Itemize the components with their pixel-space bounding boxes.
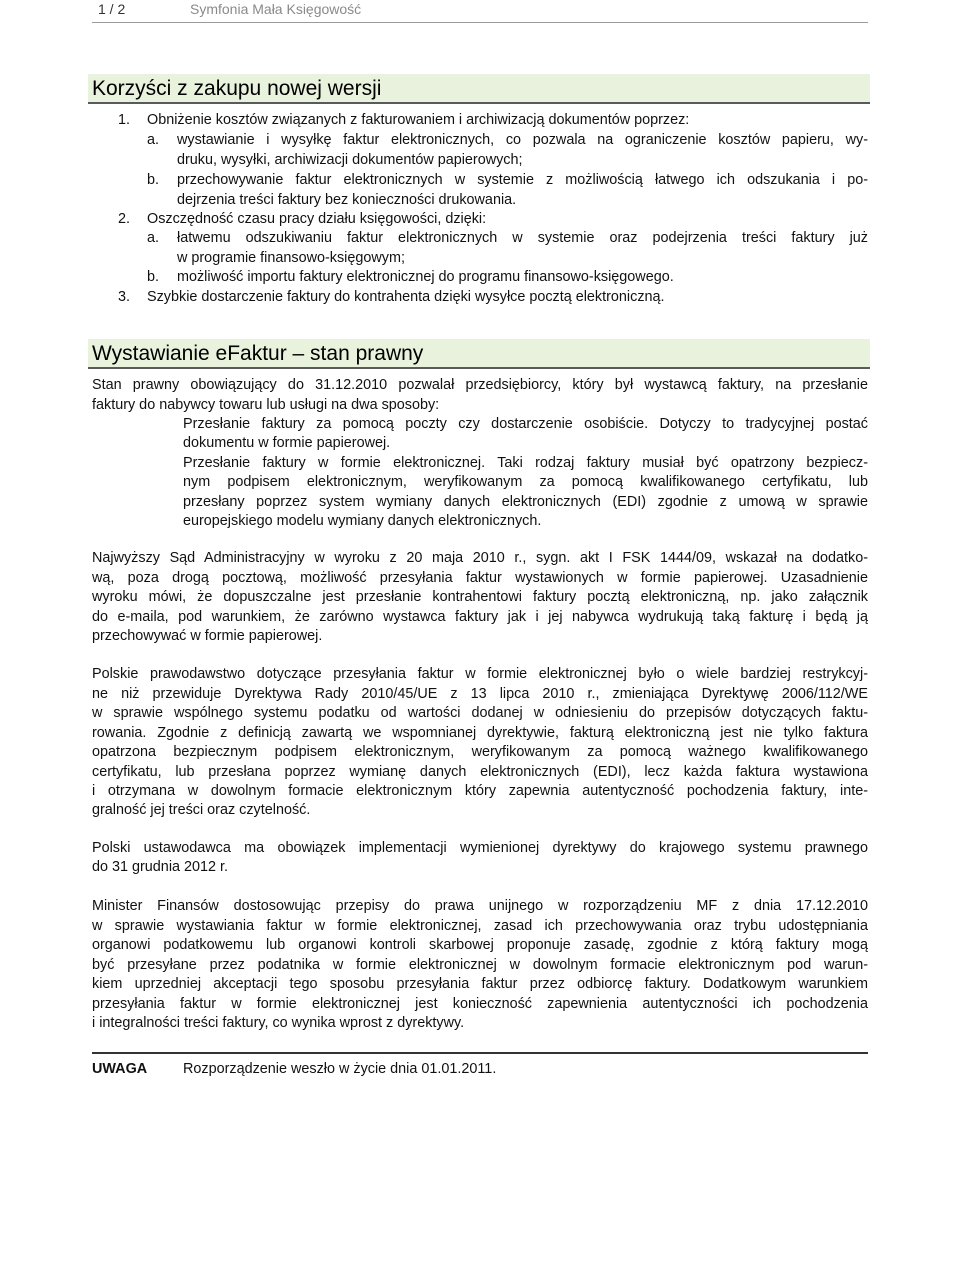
paragraph-line: Polski ustawodawca ma obowiązek implementacji wymienionej dyrektywy do krajowego systemu prawnego	[92, 840, 868, 856]
note-text: Rozporządzenie weszło w życie dnia 01.01.2011.	[183, 1061, 497, 1077]
note-divider	[92, 1052, 868, 1054]
paragraph-line: wyroku mówi, że dopuszczalne jest przesłanie kontrahentowi faktury pocztą elektroniczną, np. jako załącznik	[92, 589, 868, 605]
option-line: przesłany poprzez system wymiany danych elektronicznych (EDI) zgodnie z umową w sprawie	[183, 494, 868, 510]
paragraph-line: w sprawie wspólnego systemu podatku od wartości dodanej w odniesieniu do przepisów dotyczących faktu-	[92, 705, 868, 721]
sublist-letter: a.	[147, 230, 160, 246]
page-header	[92, 0, 868, 23]
paragraph-line: do 31 grudnia 2012 r.	[92, 859, 229, 875]
sublist-line: łatwemu odszukiwaniu faktur elektronicznych w systemie oraz podejrzenia treści faktury już	[177, 230, 868, 246]
paragraph-line: wą, poza drogą pocztową, możliwość przesyłania faktur wystawionych w formie papierowej. Uzasadnienie	[92, 570, 868, 586]
option-line: europejskiego modelu wymiany danych elektronicznych.	[183, 513, 542, 529]
sublist-letter: b.	[147, 269, 160, 285]
sublist-line: przechowywanie faktur elektronicznych w systemie z możliwością łatwego ich odszukania i po-	[177, 172, 868, 188]
paragraph-line: Najwyższy Sąd Administracyjny w wyroku z 20 maja 2010 r., sygn. akt I FSK 1444/09, wskazał na dodatko-	[92, 550, 868, 566]
paragraph-line: Minister Finansów dostosowując przepisy do prawa unijnego w rozporządzeniu MF z dnia 17.12.2010	[92, 898, 868, 914]
sublist-line: możliwość importu faktury elektronicznej do programu finansowo-księgowego.	[177, 269, 674, 285]
page-number: 1 / 2	[98, 1, 126, 17]
paragraph-line: do e-maila, pod warunkiem, że zarówno wystawca faktury jak i jej nabywca wydrukują taką fakturę i będą ją	[92, 609, 868, 625]
sublist-line: w programie finansowo-księgowym;	[177, 250, 405, 266]
list-item-text: Szybkie dostarczenie faktury do kontrahenta dzięki wysyłce pocztą elektroniczną.	[147, 289, 665, 305]
list-number: 1.	[118, 112, 131, 128]
sublist-line: wystawianie i wysyłkę faktur elektronicznych, co pozwala na ograniczenie kosztów papieru, wy-	[177, 132, 868, 148]
paragraph-line: w sprawie wystawiania faktur w formie elektronicznej, zasad ich przechowywania oraz trybu udostępniania	[92, 918, 868, 934]
list-item-text: Obniżenie kosztów związanych z fakturowaniem i archiwizacją dokumentów poprzez:	[147, 112, 690, 128]
list-item-text: Oszczędność czasu pracy działu księgowości, dzięki:	[147, 211, 487, 227]
list-number: 3.	[118, 289, 131, 305]
paragraph-line: gralność jej treści oraz czytelność.	[92, 802, 311, 818]
paragraph-line: i otrzymana w dowolnym formacie elektronicznym który zapewnia autentyczność pochodzenia faktury, inte-	[92, 783, 868, 799]
paragraph-line: rowania. Zgodnie z definicją zawartą we wspomnianej dyrektywie, fakturą elektroniczną jest nie tylko faktura	[92, 725, 868, 741]
sublist-line: druku, wysyłki, archiwizacji dokumentów papierowych;	[177, 152, 523, 168]
paragraph-line: Polskie prawodawstwo dotyczące przesyłania faktur w formie elektronicznej było o wiele bardziej restrykcyj-	[92, 666, 868, 682]
option-line: Przesłanie faktury w formie elektronicznej. Taki rodzaj faktury musiał być opatrzony bezpiecz-	[183, 455, 868, 471]
option-line: nym podpisem elektronicznym, weryfikowanym za pomocą kwalifikowanego certyfikatu, lub	[183, 474, 868, 490]
paragraph-line: być przesyłane przez podatnika w formie elektronicznej w dowolnym formacie elektronicznym pod warun-	[92, 957, 868, 973]
paragraph-line: przechowywać w formie papierowej.	[92, 628, 323, 644]
paragraph-line: opatrzona bezpiecznym podpisem elektronicznym, weryfikowanym za pomocą ważnego kwalifikowanego	[92, 744, 868, 760]
section-heading-benefits: Korzyści z zakupu nowej wersji	[88, 74, 870, 104]
document-title: Symfonia Mała Księgowość	[190, 1, 362, 17]
option-line: Przesłanie faktury za pomocą poczty czy dostarczenie osobiście. Dotyczy to tradycyjnej postać	[183, 416, 868, 432]
section-heading-legal-status: Wystawianie eFaktur – stan prawny	[88, 339, 870, 369]
list-number: 2.	[118, 211, 131, 227]
sublist-line: dejrzenia treści faktury bez konieczności drukowania.	[177, 192, 517, 208]
option-line: dokumentu w formie papierowej.	[183, 435, 391, 451]
paragraph-line: faktury do nabywcy towaru lub usługi na dwa sposoby:	[92, 397, 440, 413]
sublist-letter: a.	[147, 132, 160, 148]
paragraph-line: certyfikatu, lub przesłana poprzez wymianę danych elektronicznych (EDI), lecz każda faktura wystawiona	[92, 764, 868, 780]
paragraph-line: przesyłania faktur w formie elektronicznej jest konieczność zapewnienia autentyczności ich pochodzenia	[92, 996, 868, 1012]
paragraph-line: i integralności treści faktury, co wynika wprost z dyrektywy.	[92, 1015, 465, 1031]
note-label: UWAGA	[92, 1061, 148, 1077]
sublist-letter: b.	[147, 172, 160, 188]
paragraph-line: ne niż przewiduje Dyrektywa Rady 2010/45/UE z 13 lipca 2010 r., zmieniająca Dyrektywę 2006/112/WE	[92, 686, 868, 702]
paragraph-line: organowi podatkowemu lub organowi kontroli skarbowej proponuje zasadę, zgodnie z którą faktury mogą	[92, 937, 868, 953]
paragraph-line: Stan prawny obowiązujący do 31.12.2010 pozwalał przedsiębiorcy, który był wystawcą faktury, na przesłanie	[92, 377, 868, 393]
paragraph-line: kiem uprzedniej akceptacji tego sposobu przesyłania faktur przez odbiorcę faktury. Dodatkowym warunkiem	[92, 976, 868, 992]
